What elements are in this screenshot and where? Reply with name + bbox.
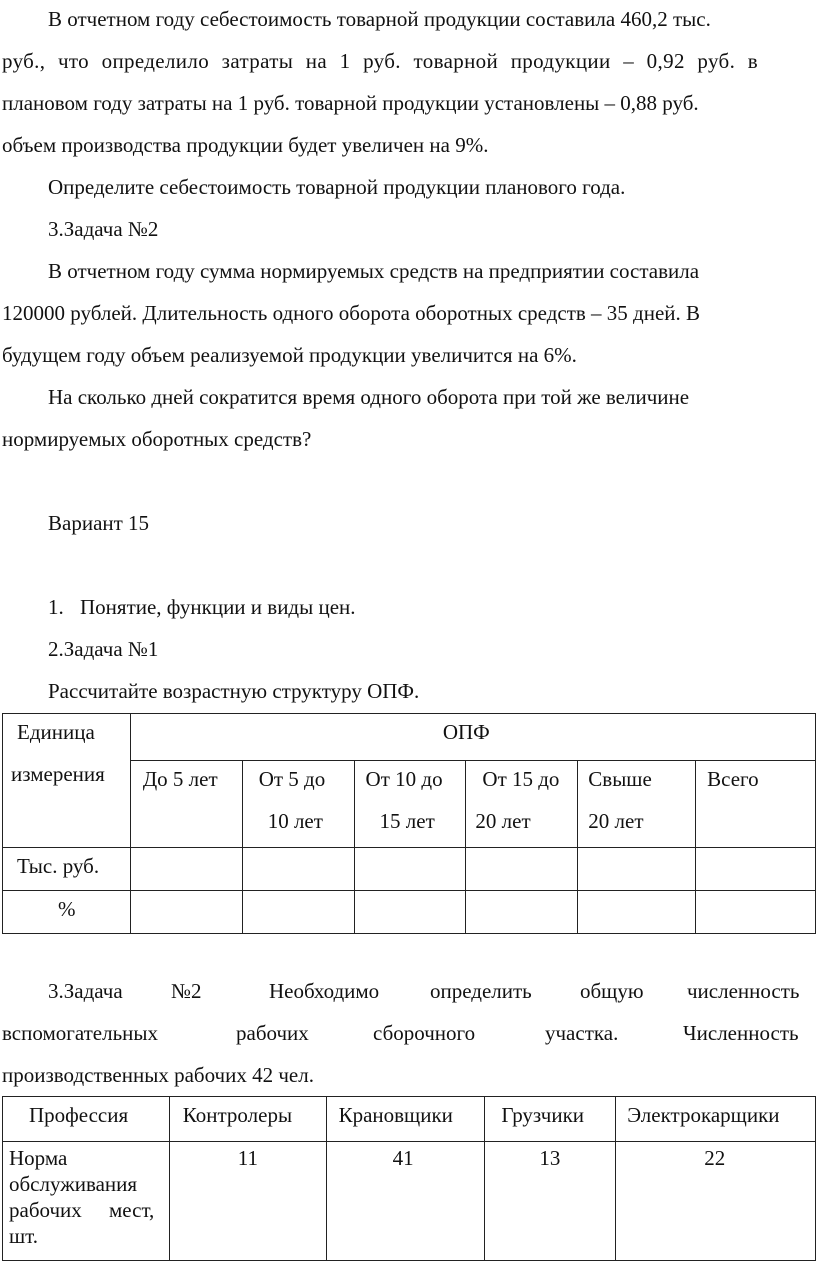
paragraph-word: общую	[580, 979, 644, 1003]
header-text: 20 лет	[475, 809, 531, 833]
cell-value: 13	[539, 1146, 561, 1170]
cell-value: 22	[704, 1146, 726, 1170]
paragraph-word: Численность	[683, 1021, 799, 1045]
table-cell	[485, 1142, 616, 1261]
paragraph-word: участка.	[545, 1021, 619, 1045]
list-item-number: 1.	[48, 595, 64, 619]
header-text: 10 лет	[267, 809, 323, 833]
header-text: Всего	[707, 767, 759, 791]
header-text: До 5 лет	[142, 767, 218, 791]
task-heading: №2	[171, 979, 202, 1003]
row-label: Тыс. руб.	[17, 854, 100, 878]
row-label: обслуживания	[9, 1172, 138, 1196]
task-heading: 2.Задача №1	[48, 637, 159, 661]
header-text: измерения	[11, 762, 105, 786]
paragraph-word: Необходимо	[269, 979, 380, 1003]
list-item-text: Понятие, функции и виды цен.	[80, 595, 356, 619]
table-row	[3, 891, 816, 934]
paragraph-line: будущем году объем реализуемой продукции увеличится на 6%.	[2, 343, 577, 367]
cell-value: 41	[392, 1146, 414, 1170]
row-label-cell	[3, 1142, 170, 1261]
table-cell	[326, 1142, 485, 1261]
table-cell	[696, 848, 816, 891]
table-header-cell	[578, 761, 696, 848]
paragraph-line: объем производства продукции будет увеличен на 9%.	[2, 133, 489, 157]
table-row	[3, 1142, 816, 1261]
header-text: От 5 до	[258, 767, 326, 791]
table-row	[3, 848, 816, 891]
opf-structure-table	[2, 713, 816, 934]
justified-text: руб., что определило затраты на 1 руб. товарной продукции – 0,92 руб. в	[2, 49, 759, 73]
paragraph-word: сборочного	[373, 1021, 476, 1045]
table-cell	[696, 891, 816, 934]
paragraph-line: производственных рабочих 42 чел.	[2, 1063, 314, 1087]
paragraph-line	[2, 48, 814, 74]
table-header-cell	[354, 761, 466, 848]
task-heading: 3.Задача	[48, 979, 123, 1003]
row-label: Норма	[9, 1146, 68, 1170]
table-header-cell	[130, 761, 242, 848]
table-header-cell	[3, 1097, 170, 1142]
header-text: ОПФ	[442, 720, 490, 744]
table-cell	[354, 848, 466, 891]
profession-table	[2, 1096, 816, 1261]
paragraph-line: нормируемых оборотных средств?	[2, 427, 312, 451]
paragraph-word: численность	[687, 979, 800, 1003]
header-text: От 15 до	[482, 767, 560, 791]
table-cell	[130, 891, 242, 934]
row-label-cell	[3, 891, 131, 934]
table-header-cell	[696, 761, 816, 848]
table-header-cell	[3, 714, 131, 848]
table-header-cell	[485, 1097, 616, 1142]
table-header-cell	[130, 714, 815, 761]
header-text: Профессия	[29, 1103, 129, 1127]
row-label-cell	[3, 848, 131, 891]
paragraph-word: вспомогательных	[2, 1021, 159, 1045]
header-text: От 10 до	[365, 767, 443, 791]
header-text: Единица	[17, 720, 95, 744]
table-cell	[578, 891, 696, 934]
table-cell	[578, 848, 696, 891]
table-cell	[354, 891, 466, 934]
variant-heading: Вариант 15	[48, 511, 150, 535]
table-cell	[130, 848, 242, 891]
header-text: 15 лет	[379, 809, 435, 833]
table-cell	[242, 848, 354, 891]
table-cell	[466, 891, 578, 934]
paragraph-line: На сколько дней сократится время одного оборота при той же величине	[48, 385, 690, 409]
task-heading: 3.Задача №2	[48, 217, 159, 241]
table-header-cell	[169, 1097, 326, 1142]
header-text: Крановщики	[338, 1103, 453, 1127]
row-label: рабочих	[9, 1198, 82, 1222]
table-cell	[616, 1142, 816, 1261]
paragraph-line: Определите себестоимость товарной продукции планового года.	[48, 175, 626, 199]
table-cell	[169, 1142, 326, 1261]
paragraph-line: В отчетном году сумма нормируемых средств на предприятии составила	[48, 259, 700, 283]
table-header-cell	[466, 761, 578, 848]
paragraph-word: определить	[430, 979, 532, 1003]
header-text: 20 лет	[588, 809, 644, 833]
paragraph-word: рабочих	[236, 1021, 309, 1045]
paragraph-line: 120000 рублей. Длительность одного оборота оборотных средств – 35 дней. В	[2, 301, 701, 325]
table-cell	[466, 848, 578, 891]
header-text: Грузчики	[501, 1103, 585, 1127]
table-cell	[242, 891, 354, 934]
paragraph-line: В отчетном году себестоимость товарной продукции составила 460,2 тыс.	[48, 7, 711, 31]
table-header-cell	[326, 1097, 485, 1142]
row-label: шт.	[9, 1224, 39, 1248]
row-label: мест,	[109, 1198, 155, 1222]
table-header-cell	[242, 761, 354, 848]
header-text: Контролеры	[182, 1103, 293, 1127]
cell-value: 11	[237, 1146, 259, 1170]
paragraph-line: плановом году затраты на 1 руб. товарной продукции установлены – 0,88 руб.	[2, 91, 699, 115]
row-label: %	[58, 897, 76, 921]
header-text: Электрокарщики	[627, 1103, 780, 1127]
table-header-cell	[616, 1097, 816, 1142]
header-text: Свыше	[588, 767, 652, 791]
task-text: Рассчитайте возрастную структуру ОПФ.	[48, 679, 420, 703]
table-header-row	[3, 1097, 816, 1142]
